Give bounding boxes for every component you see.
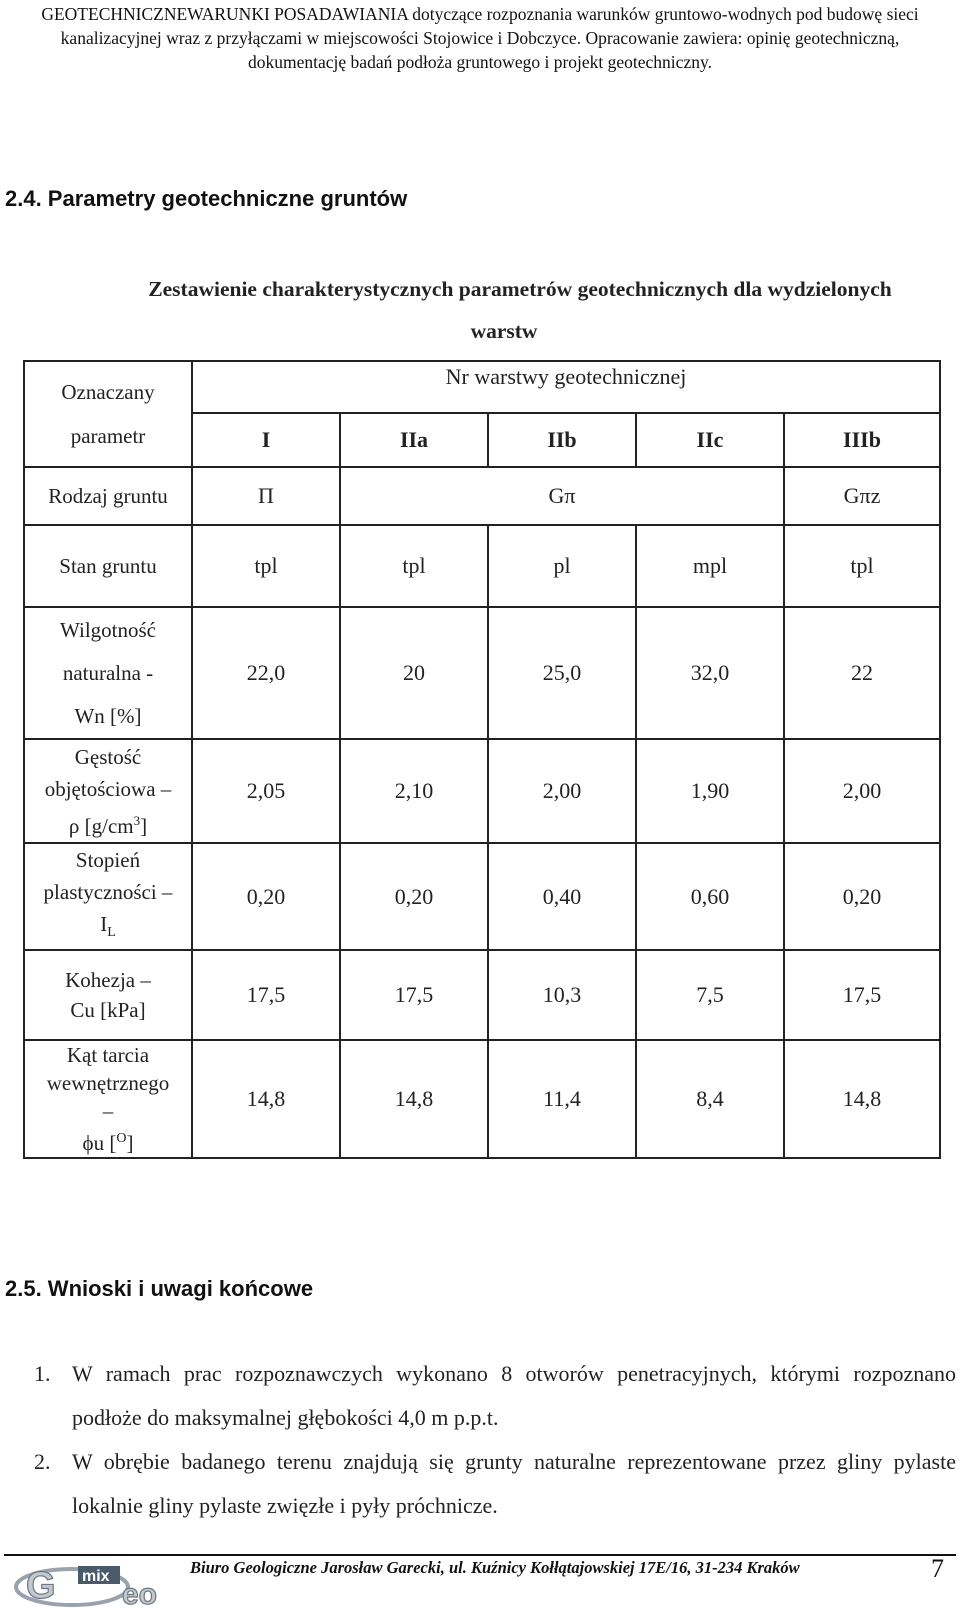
geomix-logo [14, 1560, 190, 1608]
table-cell: 2,05 [192, 739, 340, 843]
table-cell: 14,8 [192, 1040, 340, 1158]
cell-rodzaj-IIIb: Gπz [784, 467, 940, 525]
cell-rodzaj-II: Gπ [340, 467, 784, 525]
label-line: Kąt tarcia [66, 1043, 150, 1068]
table-cell: 7,5 [636, 950, 784, 1040]
list-item-text: W obrębie badanego terenu znajdują się grunty naturalne reprezentowane przez gliny pylaste lokalnie gliny pylaste zwięzłe i pyły próchnicze. [72, 1449, 956, 1518]
layer-group-header: Nr warstwy geotechnicznej [192, 361, 940, 413]
table-caption-line-2: warstw [470, 319, 538, 343]
label-text: ϕu [ [82, 1131, 117, 1156]
row-label-rodzaj: Rodzaj gruntu [24, 467, 192, 525]
label-sup: O [116, 1131, 127, 1147]
section-heading-2-4: 2.4. Parametry geotechniczne gruntów [5, 186, 408, 211]
layer-header-IIa: IIa [340, 413, 488, 467]
label-line: Wn [%] [74, 703, 142, 728]
list-item-number: 2. [34, 1449, 51, 1474]
table-cell: 0,20 [784, 843, 940, 950]
row-rodzaj-gruntu [24, 467, 940, 525]
table-cell: pl [488, 525, 636, 607]
label-line [25, 805, 191, 842]
page-footer [4, 1548, 956, 1608]
table-cell: 0,20 [340, 843, 488, 950]
list-item [34, 1440, 956, 1528]
table-cell: tpl [784, 525, 940, 607]
footer-divider [4, 1554, 956, 1556]
label-line [25, 1125, 191, 1157]
logo-letter-g: G [26, 1565, 56, 1607]
label-text: I [100, 912, 108, 936]
table-cell: 32,0 [636, 607, 784, 739]
param-header-line-1: Oznaczany [61, 380, 155, 404]
table-cell: 17,5 [340, 950, 488, 1040]
list-item [34, 1352, 956, 1440]
document-header [4, 2, 956, 74]
layer-header-IIc: IIc [636, 413, 784, 467]
table-cell: 10,3 [488, 950, 636, 1040]
table-caption-line-1: Zestawienie charakterystycznych parametrów geotechnicznych dla wydzielonych [148, 277, 892, 301]
row-kohezja [24, 950, 940, 1040]
cell-rodzaj-I: Π [192, 467, 340, 525]
page-number: 7 [931, 1554, 944, 1583]
table-cell: 25,0 [488, 607, 636, 739]
table-cell: 2,00 [784, 739, 940, 843]
table-cell: 22 [784, 607, 940, 739]
list-item-text: W ramach prac rozpoznawczych wykonano 8 otworów penetracyjnych, którymi rozpoznano podłoże do maksymalnej głębokości 4,0 m p.p.t. [72, 1361, 956, 1430]
label-line: naturalna - [62, 660, 154, 685]
table-cell: 0,40 [488, 843, 636, 950]
footer-address: Biuro Geologiczne Jarosław Garecki, ul. Kuźnicy Kołłątajowskiej 17E/16, 31-234 Kraków [190, 1558, 800, 1577]
logo-text-mix: mix [82, 1568, 110, 1585]
label-line: objętościowa – [44, 776, 172, 801]
table-cell: 0,20 [192, 843, 340, 950]
header-line-1: GEOTECHNICZNEWARUNKI POSADAWIANIA dotyczące rozpoznania warunków gruntowo-wodnych pod budowę sieci [41, 4, 919, 24]
table-cell: 20 [340, 607, 488, 739]
table-cell: 8,4 [636, 1040, 784, 1158]
row-kat-tarcia [24, 1040, 940, 1158]
label-text: ρ [g/cm [68, 813, 134, 838]
conclusions-list [34, 1352, 956, 1528]
label-sub: L [107, 925, 116, 941]
table-cell: 14,8 [340, 1040, 488, 1158]
label-line: – [102, 1099, 114, 1124]
section-heading-2-5: 2.5. Wnioski i uwagi końcowe [5, 1276, 314, 1301]
param-header-cell [24, 361, 192, 467]
label-line: Wilgotność [60, 617, 156, 642]
label-text: ] [126, 1131, 134, 1156]
table-cell: tpl [192, 525, 340, 607]
label-line: Gęstość [74, 744, 142, 769]
label-line: plastyczności – [43, 880, 173, 904]
label-line: Cu [kPa] [70, 998, 146, 1023]
table-cell: 22,0 [192, 607, 340, 739]
table-cell: 17,5 [192, 950, 340, 1040]
table-cell: 2,10 [340, 739, 488, 843]
row-label-wilgotnosc [24, 607, 192, 739]
layer-header-I: I [192, 413, 340, 467]
row-label-stopien [24, 843, 192, 950]
table-cell: 1,90 [636, 739, 784, 843]
row-wilgotnosc [24, 607, 940, 739]
list-item-number: 1. [34, 1361, 51, 1386]
table-cell: 14,8 [784, 1040, 940, 1158]
label-text: ] [140, 813, 148, 838]
logo-text-eo: eo [122, 1578, 158, 1608]
table-cell: 2,00 [488, 739, 636, 843]
label-line: Kohezja – [65, 968, 151, 993]
layer-header-IIIb: IIIb [784, 413, 940, 467]
geotechnical-parameters-table [23, 360, 941, 1159]
row-gestosc [24, 739, 940, 843]
table-cell: 11,4 [488, 1040, 636, 1158]
table-cell: 0,60 [636, 843, 784, 950]
label-sup: 3 [133, 812, 141, 828]
row-stopien [24, 843, 940, 950]
label-line [25, 908, 191, 949]
row-stan-gruntu [24, 525, 940, 607]
label-line: wewnętrznego [46, 1071, 170, 1096]
header-line-3: dokumentację badań podłoża gruntowego i projekt geotechniczny. [248, 52, 712, 72]
layer-header-IIb: IIb [488, 413, 636, 467]
table-cell: tpl [340, 525, 488, 607]
table-header-row-1 [24, 361, 940, 413]
table-cell: 17,5 [784, 950, 940, 1040]
row-label-kohezja [24, 950, 192, 1040]
table-caption [75, 268, 960, 352]
row-label-gestosc [24, 739, 192, 843]
row-label-stan: Stan gruntu [24, 525, 192, 607]
row-label-kat [24, 1040, 192, 1158]
label-line: Stopień [75, 848, 141, 872]
param-header-line-2: parametr [70, 424, 146, 448]
header-line-2: kanalizacyjnej wraz z przyłączami w miejscowości Stojowice i Dobczyce. Opracowanie zawiera: opinię geotechniczną, [60, 28, 900, 48]
table-cell: mpl [636, 525, 784, 607]
